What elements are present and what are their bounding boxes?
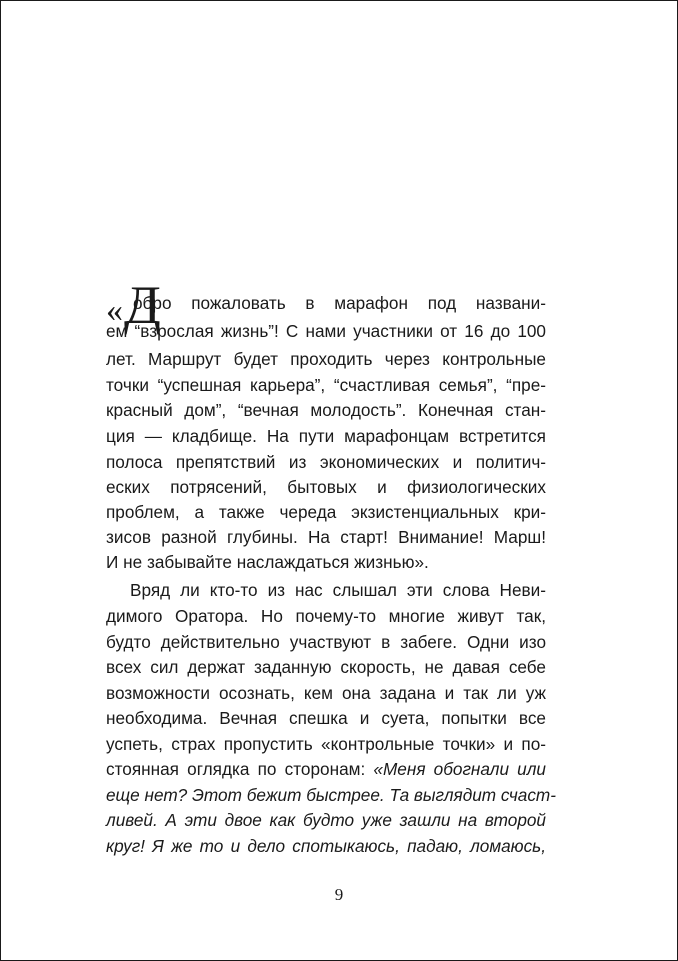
drop-cap-letter: Д (124, 275, 161, 335)
text-line: димого Оратора. Но почему-то многие живут так, (106, 606, 546, 626)
text-line: И не забывайте наслаждаться жизнью». (106, 552, 429, 572)
text-line: зисов разной глубины. На старт! Внимание! Марш! (106, 527, 546, 547)
text-line: лет. Маршрут будет проходить через контрольные (106, 349, 546, 369)
text-line: будто действительно участвуют в забеге. Одни изо (106, 632, 546, 652)
text-line: необходима. Вечная спешка и суета, попытки все (106, 708, 546, 728)
text-line: ем “взрослая жизнь”! С нами участники от 16 до 100 (106, 321, 546, 341)
text-line: полоса препятствий из экономических и политич- (106, 452, 546, 472)
text-line (106, 757, 546, 782)
text-line-plain: стоянная оглядка по сторонам: (106, 759, 374, 779)
text-line: успеть, страх пропустить «контрольные точки» и по- (106, 734, 546, 754)
text-line-italic: ливей. А эти двое как будто уже зашли на второй (106, 810, 546, 830)
text-line: обро пожаловать в марафон под названи- (133, 293, 546, 313)
text-line: точки “успешная карьера”, “счастливая семья”, “пре- (106, 375, 546, 395)
text-line: красный дом”, “вечная молодость”. Конечная стан- (106, 400, 546, 420)
text-line: возможности осознать, кем она задана и так ли уж (106, 683, 546, 703)
text-line: проблем, а также череда экзистенциальных кри- (106, 502, 546, 522)
drop-cap-quote: « (106, 292, 123, 329)
text-line-italic: «Меня обогнали или (373, 759, 546, 779)
text-line-italic: круг! Я же то и дело спотыкаюсь, падаю, ломаюсь, (106, 836, 546, 856)
text-line: всех сил держат заданную скорость, не давая себе (106, 657, 546, 677)
text-line: ция — кладбище. На пути марафонцам встретится (106, 426, 546, 446)
text-line-italic: еще нет? Этот бежит быстрее. Та выглядит счаст- (106, 785, 556, 805)
page-text (1, 1, 677, 960)
page-number: 9 (334, 885, 344, 904)
text-line: еских потрясений, бытовых и физиологических (106, 477, 546, 497)
text-line: Вряд ли кто-то из нас слышал эти слова Неви- (130, 580, 546, 600)
